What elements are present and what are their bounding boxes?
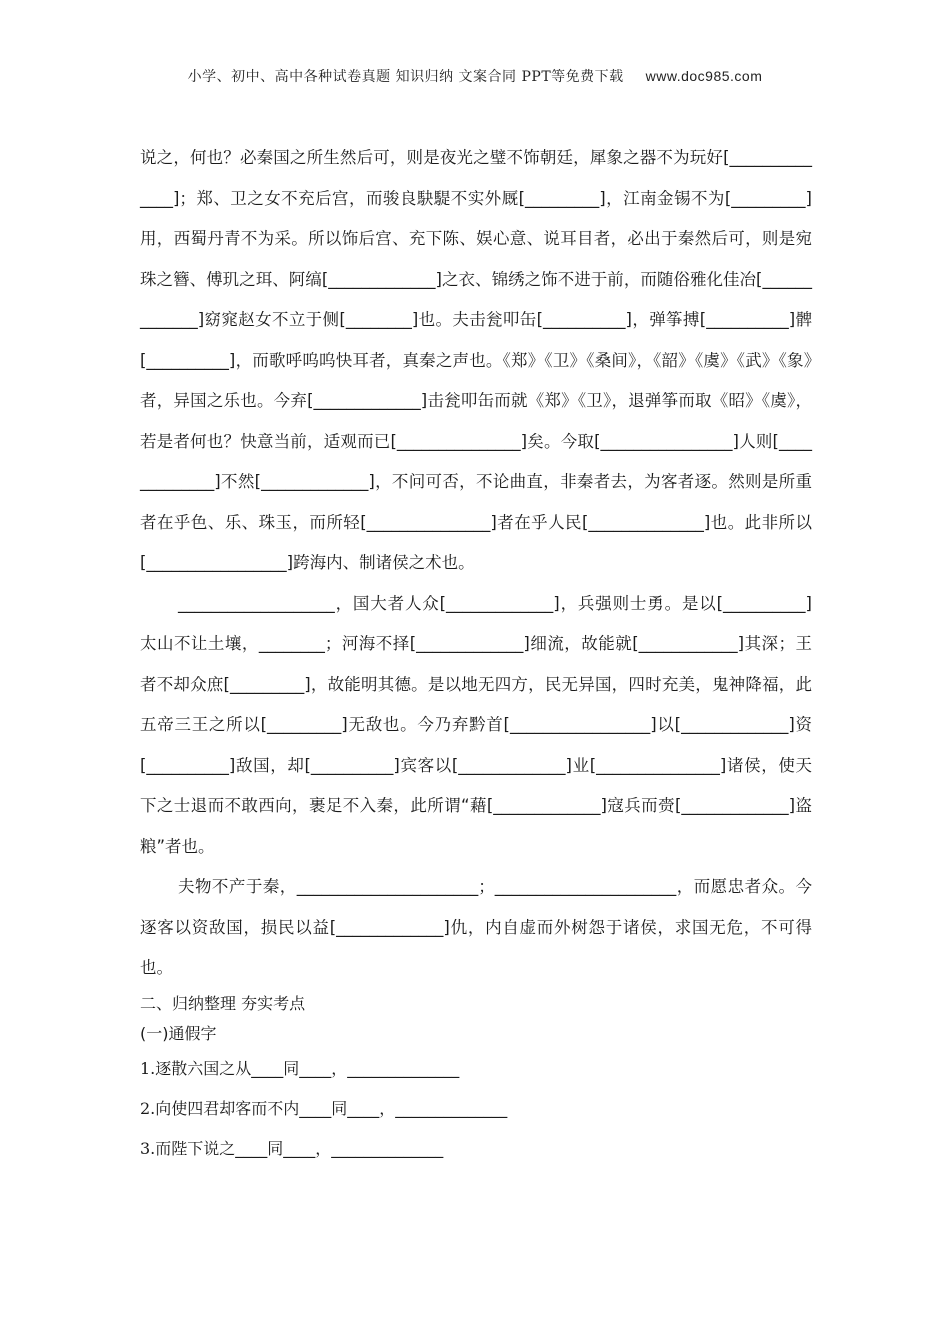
item-number: 2. — [140, 1098, 156, 1118]
exercise-item — [140, 1129, 812, 1169]
item-number: 3. — [140, 1138, 156, 1158]
paragraph-2: ___________________，国大者人众[_____________]，兵强则士勇。是以[__________]太山不让土壤，________；河海不择[_____________]细流，故能就[____________]其深；王者不却众庶[_________]，故能明其德。是以地无四方，民无异国，四时充美，鬼神降福，此五帝三王之所以[_________]无敌也。今乃弃黔首[_________________]以[_____________]资[__________]敌国，却[__________]宾客以[_____________]业[_______________]诸侯，使天下之士退而不敢西向，裹足不入秦，此所谓“藉[_____________]寇兵而赍[_____________]盗粮”者也。 — [140, 593, 812, 856]
exercise-item — [140, 1089, 812, 1129]
item-number: 1. — [140, 1058, 156, 1078]
item-blank[interactable]: ____同____，______________ — [235, 1138, 444, 1158]
paragraph-3: 夫物不产于秦，______________________；______________________，而愿忠者众。今逐客以资敌国，损民以益[_____________]仇，内自虚而外树怨于诸侯，求国无危，不可得也。 — [140, 877, 812, 977]
item-text: 逐散六国之从 — [155, 1058, 252, 1078]
item-text: 向使四君却客而不内 — [155, 1098, 300, 1118]
header-text: 小学、初中、高中各种试卷真题 知识归纳 文案合同 PPT等免费下载 — [187, 69, 624, 85]
page-header — [0, 66, 950, 86]
section-title: 二、归纳整理 夯实考点 — [140, 993, 306, 1013]
item-text: 而陛下说之 — [155, 1138, 236, 1158]
document-body — [140, 138, 812, 1169]
item-blank[interactable]: ____同____，______________ — [299, 1098, 508, 1118]
header-url[interactable]: www.doc985.com — [645, 68, 763, 84]
exercise-item — [140, 1049, 812, 1089]
paragraph-1: 说之，何也？必秦国之所生然后可，则是夜光之璧不饰朝廷，犀象之器不为玩好[______________]；郑、卫之女不充后宫，而骏良駃騠不实外厩[_________]，江南金锡不为[_________]用，西蜀丹青不为采。所以饰后宫、充下陈、娱心意、说耳目者，必出于秦然后可，则是宛珠之簪、傅玑之珥、阿缟[_____________]之衣、锦绣之饰不进于前，而随俗雅化佳冶[_____________]窈窕赵女不立于侧[________]也。夫击瓮叩缶[__________]，弹筝搏[__________]髀[__________]，而歌呼呜呜快耳者，真秦之声也。《郑》《卫》《桑间》，《韶》《虞》《武》《象》者，异国之乐也。今弃[_____________]击瓮叩缶而就《郑》《卫》，退弹筝而取《昭》《虞》，若是者何也？快意当前，适观而已[_______________]矣。今取[________________]人则[_____________]不然[_____________]，不问可否，不论曲直，非秦者去，为客者逐。然则是所重者在乎色、乐、珠玉，而所轻[_______________]者在乎人民[______________]也。此非所以[_________________]跨海内、制诸侯之术也。 — [140, 148, 812, 572]
subsection-title: (一)通假字 — [140, 1023, 217, 1043]
item-blank[interactable]: ____同____，______________ — [251, 1058, 460, 1078]
